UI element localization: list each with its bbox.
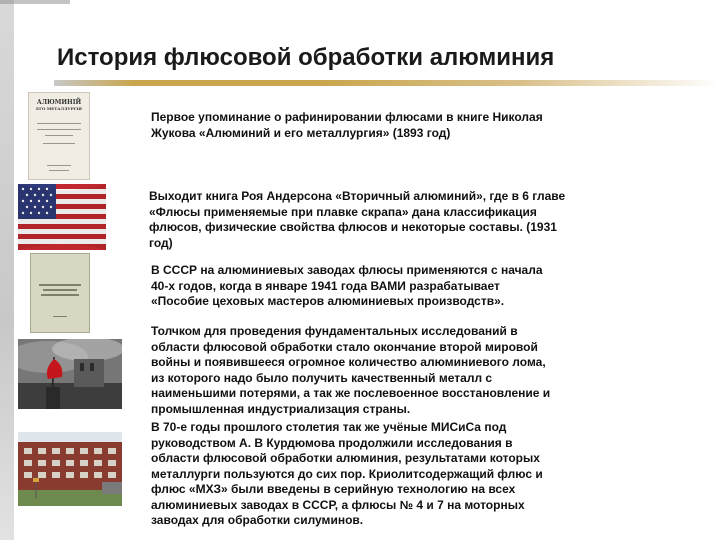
book-cover-title: АЛЮМИНІЙ ЕГО МЕТАЛЛУРГІЯ — [36, 99, 82, 111]
paragraph-anderson-book: Выходит книга Роя Андерсона «Вторичный алюминий», где в 6 главе «Флюсы применяемые при плавке скрапа» дана классификация флюсов, физические свойства флюсов и некоторые составы. (1931 год) — [149, 189, 566, 250]
paragraph-zhukov-book: Первое упоминание о рафинировании флюсами в книге Николая Жукова «Алюминий и его металлургия» (1893 год) — [151, 110, 543, 140]
ww2-victory-photo-image — [18, 339, 122, 409]
paragraph-misis-research: В 70-е годы прошлого столетия так же учёные МИСиСа под руководством А. В Курдюмова продолжили исследования в области флюсовой обработки алюминия, результатами которых металлурги пользуются до сих пор. Криолитсодержащий флюс и флюс «МХЗ» были введены в серийную технологию на всех алюминиевых заводах в СССР, а флюсы № 4 и 7 на моторных заводах для обработки силуминов. — [151, 420, 543, 527]
paragraph-ussr-vami: В СССР на алюминиевых заводах флюсы применяются с начала 40-х годов, когда в январе 1941 года ВАМИ разрабатывает «Пособие цеховых мастеров алюминиевых производств». — [151, 263, 543, 308]
title-accent-bar — [54, 80, 720, 86]
paragraph-postwar-research: Толчком для проведения фундаментальных исследований в области флюсовой обработки стало окончание второй мировой войны и появившееся огромное количество алюминиевого лома, из которого надо было получить качественный металл с наименьшими потерями, а так же послевоенное восстановление и промышленная индустриализация страны. — [151, 324, 551, 416]
vami-manual-cover-image — [30, 253, 90, 333]
top-marker — [0, 0, 70, 4]
zhukov-book-cover-image — [28, 92, 90, 180]
slide-title: История флюсовой обработки алюминия — [57, 44, 555, 71]
left-decorative-band — [0, 0, 14, 540]
misis-building-photo-image — [18, 432, 122, 506]
us-flag-image — [18, 184, 106, 250]
